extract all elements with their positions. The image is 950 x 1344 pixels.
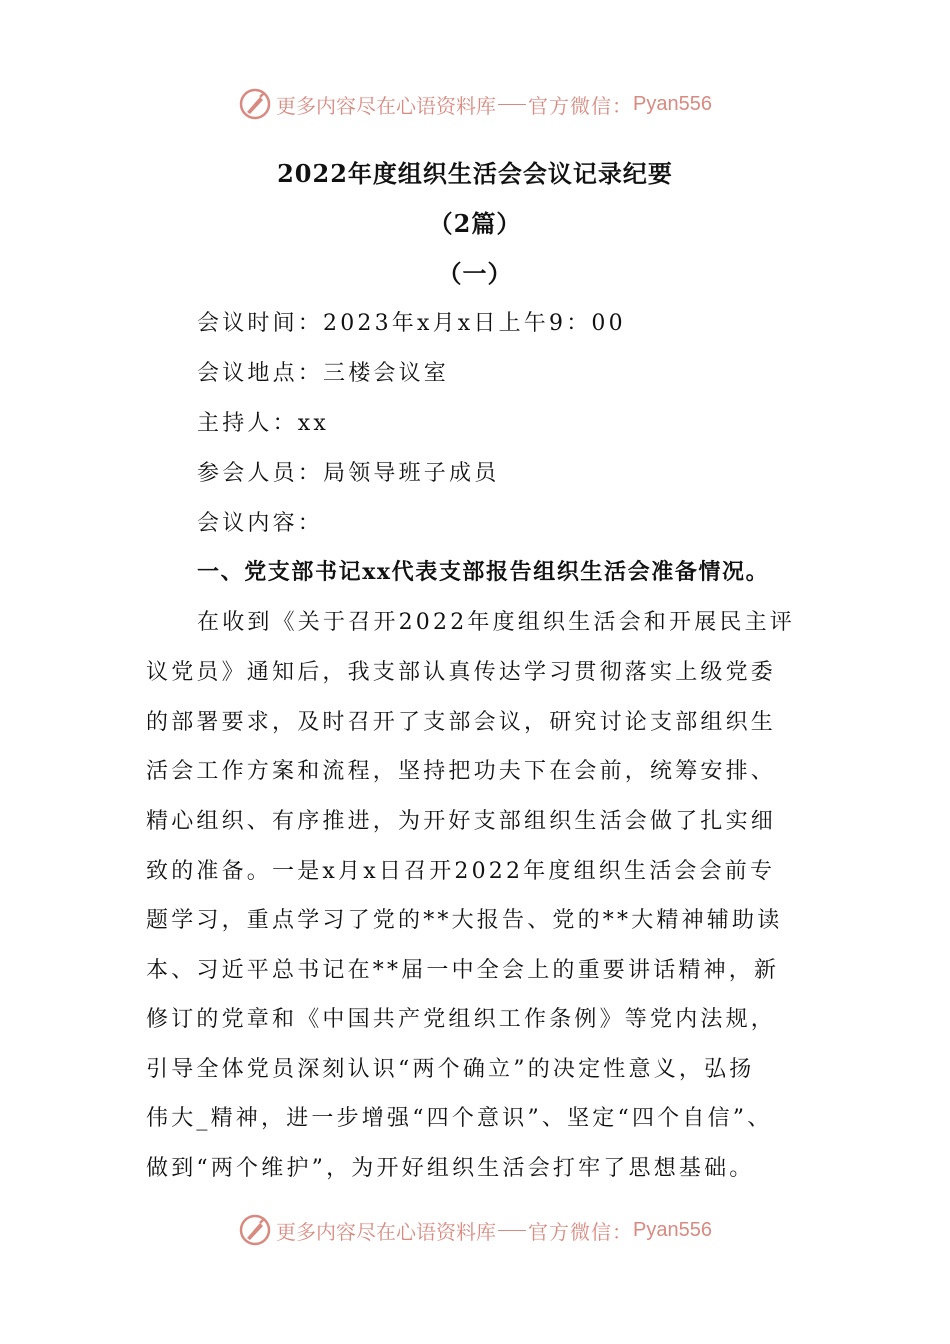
paragraph-line: 议党员》通知后，我支部认真传达学习贯彻落实上级党委 xyxy=(146,660,777,685)
watermark-dash xyxy=(498,1230,526,1231)
paragraph-line: 修订的党章和《中国共产党组织工作条例》等党内法规， xyxy=(146,1007,777,1032)
paragraph-line: 活会工作方案和流程，坚持把功夫下在会前，统筹安排、 xyxy=(146,759,777,784)
document-subtitle: （2篇） xyxy=(428,209,522,238)
watermark-brand: 更多内容尽在心语资料库 xyxy=(276,93,497,118)
paragraph-line: 本、习近平总书记在**届一中全会上的重要讲话精神，新 xyxy=(146,958,780,983)
meta-content: 会议内容： xyxy=(197,511,324,536)
watermark-banner-top xyxy=(0,84,950,124)
watermark-id: Pyan556 xyxy=(633,92,712,115)
paragraph-line: 引导全体党员深刻认识“两个确立”的决定性意义，弘扬 xyxy=(146,1057,755,1082)
pen-seal-icon xyxy=(238,87,272,121)
paragraph-line: 伟大_精神，进一步增强“四个意识”、坚定“四个自信”、 xyxy=(146,1106,773,1131)
paragraph-line: 题学习，重点学习了党的**大报告、党的**大精神辅助读 xyxy=(146,908,783,933)
paragraph-line: 的部署要求，及时召开了支部会议，研究讨论支部组织生 xyxy=(146,710,777,735)
meta-host: 主持人：xx xyxy=(197,411,330,436)
watermark-dash xyxy=(498,104,526,105)
paragraph-line: 在收到《关于召开2022年度组织生活会和开展民主评 xyxy=(197,610,795,635)
watermark-banner-bottom xyxy=(0,1210,950,1250)
pen-seal-icon xyxy=(238,1213,272,1247)
document-title: 2022年度组织生活会会议记录纪要 xyxy=(277,159,673,188)
paragraph-line: 做到“两个维护”，为开好组织生活会打牢了思想基础。 xyxy=(146,1156,755,1181)
part-label: （一） xyxy=(437,259,513,288)
watermark-brand: 更多内容尽在心语资料库 xyxy=(276,1219,497,1244)
watermark-official: 官方微信： xyxy=(528,1219,634,1244)
meta-time: 会议时间：2023年x月x日上午9：00 xyxy=(197,311,626,336)
paragraph-line: 致的准备。一是x月x日召开2022年度组织生活会会前专 xyxy=(146,859,776,884)
meta-attendees: 参会人员：局领导班子成员 xyxy=(197,461,500,486)
meta-location: 会议地点：三楼会议室 xyxy=(197,361,450,386)
watermark-id: Pyan556 xyxy=(633,1218,712,1241)
paragraph-line: 精心组织、有序推进，为开好支部组织生活会做了扎实细 xyxy=(146,809,777,834)
watermark-official: 官方微信： xyxy=(528,93,634,118)
section-heading: 一、党支部书记xx代表支部报告组织生活会准备情况。 xyxy=(197,559,770,585)
